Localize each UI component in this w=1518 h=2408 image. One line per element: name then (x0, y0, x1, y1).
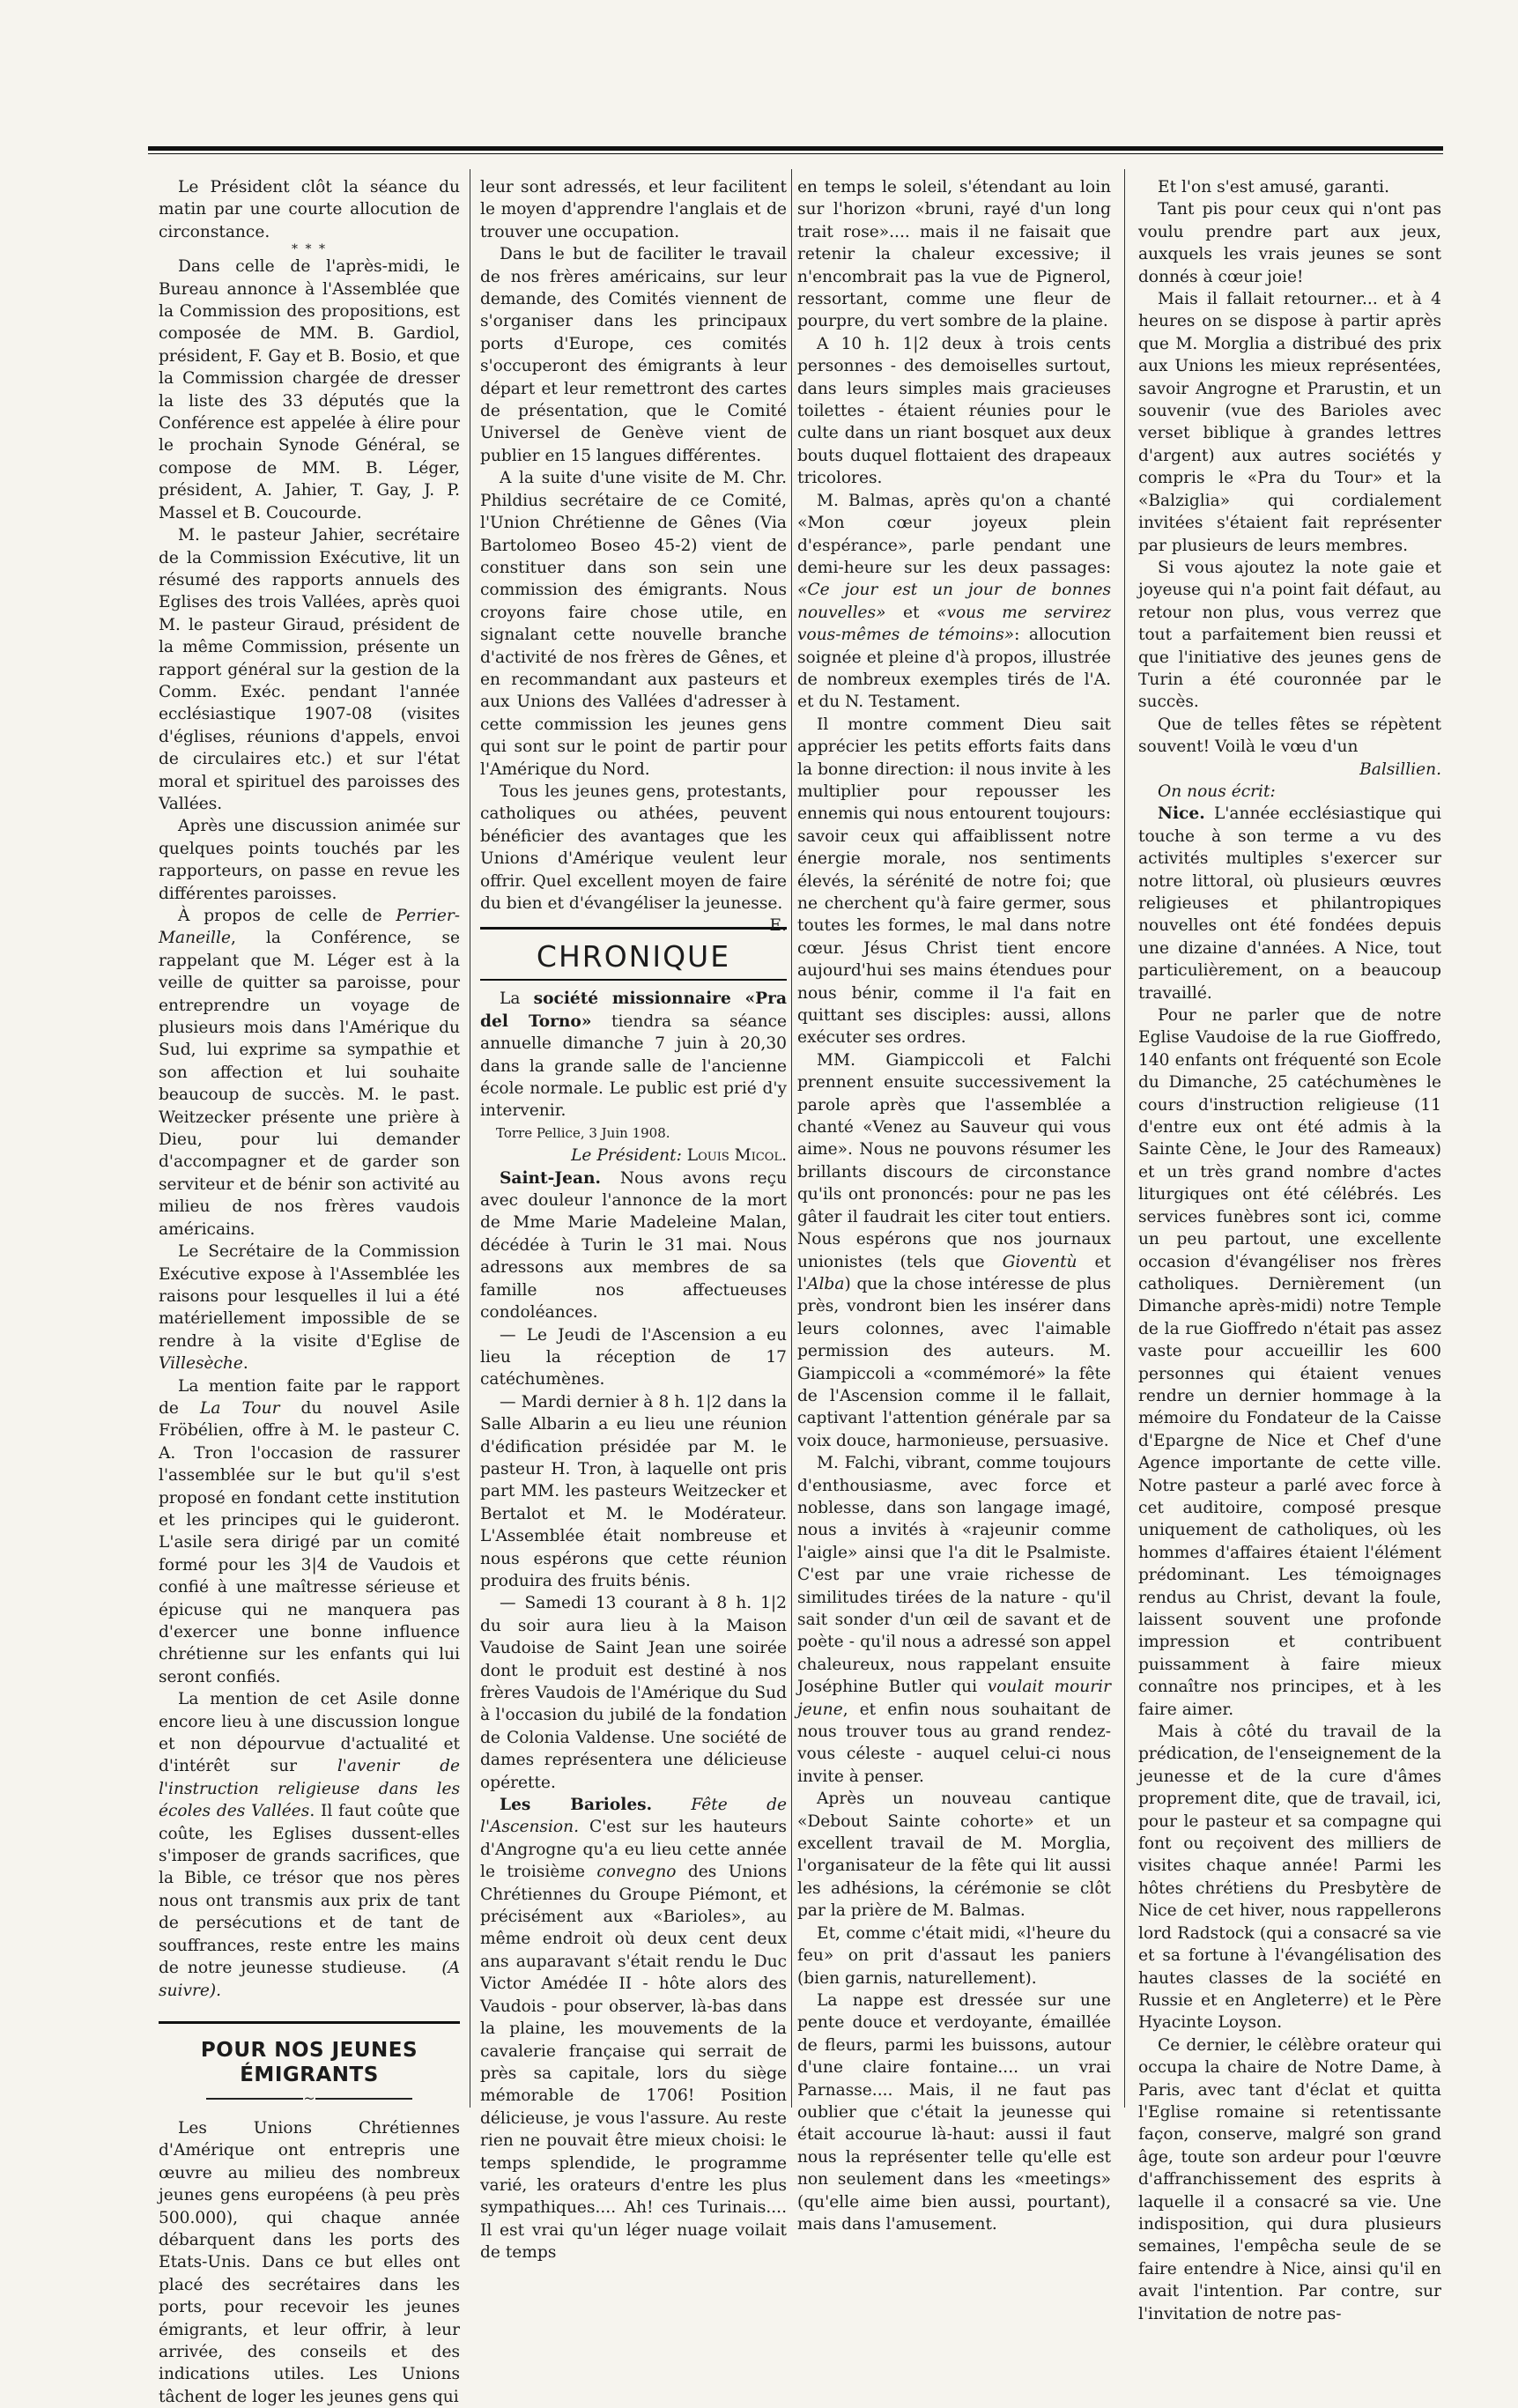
paragraph: Les Barioles. Fête de l'Ascension. C'est sur les hauteurs d'Angrogne qu'a eu lieu cette année le troisième convegno des Unions Chrétiennes du Groupe Piémont, et précisément aux «Barioles», au même endroit où deux cent deux ans auparavant s'était rendu le Duc Victor Amédée II - hôte alors des Vaudois - pour observer, là-bas dans la plaine, les mouvements de la cavalerie française qui serrait de près sa capitale, lors du siège mémorable de 1706! Position délicieuse, je vous l'assure. Au reste rien ne pouvait être mieux choisi: le temps splendide, le programme varié, les orateurs d'entre les plus sympathiques.... Ah! ces Turinais.... Il est vrai qu'un léger nuage voilait de temps (480, 1796, 787, 2263)
section-heading-chronique: CHRONIQUE (480, 927, 787, 981)
paragraph: A la suite d'une visite de M. Chr. Phildius secrétaire de ce Comité, l'Union Chrétienne de Gênes (Via Bartolomeo Boseo 45-2) vient de constituer dans son sein une commission des émigrants. Nous croyons faire chose utile, en signalant cette nouvelle branche d'activité de nos frères de Gênes, et en recommandant aux pasteurs et aux Unions des Vallées d'adresser à cette commission les jeunes gens qui sont sur le point de partir pour l'Amérique du Nord. (480, 469, 787, 779)
column-2 (480, 176, 787, 2263)
column-3 (797, 176, 1112, 2234)
signature: Balsillien. (1359, 759, 1441, 779)
ornament-divider: ~ (159, 2091, 460, 2107)
paragraph: Et, comme c'était midi, «l'heure du feu» on prit d'assaut les paniers (bien garnis, naturellement). (797, 1923, 1111, 1988)
paragraph: On nous écrit: (1158, 782, 1276, 801)
paragraph: M. le pasteur Jahier, secrétaire de la Commission Exécutive, lit un résumé des rapports annuels des Eglises des trois Vallées, après quoi M. le pasteur Giraud, président de la même Commission, présente un rapport général sur la gestion de la Comm. Exéc. pendant l'année ecclésiastique 1907-08 (visites d'églises, réunions d'appels, envoi de circulaires etc.) et sur l'état moral et spirituel des paroisses des Vallées. (159, 526, 460, 813)
column-4 (1138, 176, 1441, 2323)
paragraph: La nappe est dressée sur une pente douce et verdoyante, émaillée de fleurs, parmi les buissons, autour d'une claire fontaine.... un vrai Parnasse.... Mais, il ne faut pas oublier que c'était la jeunesse qui était accourue là-haut: aussi il faut nous la représenter telle qu'elle est non seulement dans les «meetings» (qu'elle aime bien aussi, pourtant), mais dans l'amusement. (797, 1990, 1111, 2234)
paragraph: MM. Giampiccoli et Falchi prennent ensuite successivement la parole après que l'assemblée a chanté «Venez au Sauveur qui vous aime». Nous ne pouvons résumer les brillants discours de circonstance qu'ils ont prononcés: pour ne pas les gâter il faudrait les citer tout entiers. Nous espérons que nos journaux unionistes (tels que Gioventù et l'Alba) que la chose intéresse de plus près, vondront bien les insérer dans leurs colonnes, avec l'aimable permission des auteurs. M. Giampiccoli a «commémoré» la fête de l'Ascension comme il le fallait, captivant l'attention générale par sa voix douce, harmonieuse, persuasive. (797, 1050, 1111, 1450)
paragraph: Après un nouveau cantique «Debout Sainte cohorte» et un excellent travail de M. Morglia, l'organisateur de la fête qui lit aussi les adhésions, la cérémonie se clôt par la prière de M. Balmas. (797, 1789, 1111, 1921)
paragraph: Saint-Jean. Nous avons reçu avec douleur l'annonce de la mort de Mme Marie Madeleine Malan, décédée à Turin le 31 mai. Nous adressons aux membres de sa famille nos affectueuses condoléances. (480, 1168, 787, 1323)
section-stars: * * * (292, 242, 327, 257)
paragraph: Tant pis pour ceux qui n'ont pas voulu prendre part aux jeux, auxquels les vrais jeunes se sont donnés à cœur joie! (1138, 200, 1441, 286)
top-rule (148, 146, 1443, 154)
paragraph: M. Falchi, vibrant, comme toujours d'enthousiasme, avec force et noblesse, dans son langage imagé, nous a invités à «rajeunir comme l'aigle» ainsi que l'a dit le Psalmiste. C'est par une vraie richesse de similitudes tirées de la nature - qu'il sait sonder d'un œil de savant et de poète - qu'il nous a adressé son appel chaleureux, nous rappelant ensuite Joséphine Butler qui voulait mourir jeune, et enfin nous souhaitant de nous trouver tous au grand rendez-vous céleste - auquel celui-ci nous invite à penser. (797, 1454, 1111, 1786)
paragraph: Et l'on s'est amusé, garanti. (1158, 178, 1389, 196)
paragraph: — Mardi dernier à 8 h. 1|2 dans la Salle Albarin a eu lieu une réunion d'édification présidée par M. le pasteur H. Tron, à laquelle ont pris part MM. les pasteurs Weitzecker et Bertalot et M. le Modérateur. L'Assemblée était nombreuse et nous espérons que cette réunion produira des fruits bénis. (480, 1392, 787, 1590)
paragraph: Les Unions Chrétiennes d'Amérique ont entrepris une œuvre au milieu des nombreux jeunes gens européens (à peu près 500.000), qui chaque année débarquent dans les ports des Etats-Unis. Dans ce but elles ont placé des secrétaires dans les ports, pour recevoir les jeunes émigrants, et leur offrir, à leur arrivée, des conseils et des indications utiles. Les Unions tâchent de loger les jeunes gens qui (159, 2118, 460, 2406)
paragraph: La mention de cet Asile donne encore lieu à une discussion longue et non dépourvue d'actualité et d'intérêt sur l'avenir de l'instruction religieuse dans les écoles des Vallées. Il faut coûte que coûte, les Eglises dussent-elles s'imposer de grands sacrifices, que la Bible, ce trésor que nos pères nous ont transmis aux prix de tant de persécutions et de tant de souffrances, reste entre les mains de notre jeunesse studieuse. (A suivre). (159, 1690, 461, 2000)
paragraph: Dans celle de l'après-midi, le Bureau annonce à l'Assemblée que la Commission des propositions, est composée de MM. B. Gardiol, président, F. Gay et B. Bosio, et que la Commission chargée de dresser la liste des 33 députés que la Conférence est appelée à élire pour le prochain Synode Général, se compose de MM. B. Léger, président, A. Jahier, T. Gay, J. P. Massel et B. Coucourde. (159, 257, 460, 522)
paragraph: Le Secrétaire de la Commission Exécutive expose à l'Assemblée les raisons pour lesquelles il lui a été matériellement impossible de se rendre à la visite d'Eglise de Villesèche. (159, 1242, 460, 1374)
signature: Le Président: Louis Micol. (571, 1146, 787, 1166)
paragraph: Ce dernier, le célèbre orateur qui occupa la chaire de Notre Dame, à Paris, avec tant d'éclat et quitta l'Eglise romaine si retentissante façon, conserve, malgré son grand âge, toute son ardeur pour l'œuvre d'affranchissement des esprits à laquelle il a consacré sa vie. Une indisposition, qui dura plusieurs semaines, l'empêcha seule de se faire entendre à Nice, ainsi qu'il en avait l'intention. Par contre, sur l'invitation de notre pas- (1138, 2035, 1441, 2323)
paragraph: Il montre comment Dieu sait apprécier les petits efforts faits dans la bonne direction: il nous invite à les multiplier pour repousser les ennemis qui nous entourent toujours: savoir ceux qui affaiblissent notre énergie morale, nos sentiments élevés, la sérénité de notre foi; que ne cherchent qu'à faire germer, sous toutes les formes, le mal dans notre cœur. Jésus Christ tient encore aujourd'hui ses mains étendues pour nous bénir, comme il l'a fait en quittant ses disciples: aussi, allons exécuter ses ordres. (797, 715, 1111, 1048)
paragraph: La société missionnaire «Pra del Torno» tiendra sa séance annuelle dimanche 7 juin à 20,30 dans la grande salle de l'ancienne école normale. Le public est prié d'y intervenir. (480, 989, 787, 1121)
to-be-continued: (A suivre). (159, 1959, 460, 2000)
paragraph: M. Balmas, après qu'on a chanté «Mon cœur joyeux plein d'espérance», parle pendant une demi-heure sur les deux passages: «Ce jour est un jour de bonnes nouvelles» et «vous me servirez vous-mêmes de témoins»: allocution soignée et pleine d'à propos, illustrée de nombreux exemples tirés de l'A. et du N. Testament. (797, 491, 1112, 712)
column-1 (159, 176, 461, 2406)
paragraph: en temps le soleil, s'étendant au loin sur l'horizon «bruni, rayé d'un long trait rose».... mais il ne faisait que retenir la chaleur excessive; il n'encombrait pas la vue de Pignerol, ressortant, comme une fleur de pourpre, du vert sombre de la plaine. (797, 178, 1111, 331)
paragraph: leur sont adressés, et leur facilitent le moyen d'apprendre l'anglais et de trouver une occupation. (480, 178, 787, 241)
paragraph: Pour ne parler que de notre Eglise Vaudoise de la rue Gioffredo, 140 enfants ont fréquenté son Ecole du Dimanche, 25 catéchumènes le cours d'instruction religieuse (11 d'entre eux ont été admis à la Sainte Cène, le Jour des Rameaux) et un très grand nombre d'actes liturgiques ont été célébrés. Les services funèbres sont ici, comme un peu partout, une excellente occasion d'évangéliser nos frères catholiques. Dernièrement (un Dimanche après-midi) notre Temple de la rue Gioffredo n'était pas assez vaste pour accueillir les 600 personnes qui étaient venues rendre un dernier hommage à la mémoire du Fondateur de la Caisse d'Epargne de Nice et Chef d'une Agence importante de cette ville. Notre pasteur a parlé avec force à cet auditoire, composé presque uniquement de catholiques, où les hommes d'affaires étaient l'élément prédominant. Les témoignages rendus au Christ, devant la foule, laissent souvent une profonde impression et contribuent puissamment à faire mieux connaître nos principes, et à les faire aimer. (1138, 1006, 1441, 1719)
paragraph: À propos de celle de Perrier-Maneille, la Conférence, se rappelant que M. Léger est à la veille de quitter sa paroisse, pour entreprendre un voyage de plusieurs mois dans l'Amérique du Sud, lui exprime sa sympathie et son affection et lui souhaite beaucoup de succès. M. le past. Weitzecker présente une prière à Dieu, pour lui demander d'accompagner et de garder son serviteur et de bénir son activité au milieu de nos frères vaudois américains. (159, 907, 460, 1239)
paragraph: Nice. L'année ecclésiastique qui touche à son terme a vu des activités multiples s'exercer sur notre littoral, où plusieurs œuvres religieuses et philantropiques nouvelles ont été fondées depuis une dizaine d'années. A Nice, tout particulièrement, on a beaucoup travaillé. (1138, 804, 1441, 1003)
paragraph: Mais à côté du travail de la prédication, de l'enseignement de la jeunesse et de la cure d'âmes proprement dite, que de travail, ici, pour le pasteur et sa compagne qui font ou reçoivent des milliers de visites chaque année! Parmi les hôtes chrétiens du Presbytère de Nice de cet hiver, nous rappellerons lord Radstock (qui a consacré sa vie et sa fortune à l'évangélisation des hautes classes de la société en Russie et en Angleterre) et le Père Hyacinte Loyson. (1138, 1723, 1441, 2033)
paragraph: Mais il fallait retourner... et à 4 heures on se dispose à partir après que M. Morglia a distribué des prix aux Unions les mieux représentées, savoir Angrogne et Prarustin, et un souvenir (vue des Barioles avec verset biblique à grandes lettres d'argent) aux autres sociétés y compris le «Pra du Tour» et la «Balziglia» qui cordialement invitées s'étaient fait représenter par plusieurs de leurs membres. (1138, 290, 1441, 555)
column-divider (1124, 169, 1125, 2108)
paragraph: Dans le but de faciliter le travail de nos frères américains, sur leur demande, des Comités viennent de s'organiser dans les principaux ports d'Europe, ces comités s'occuperont des émigrants à leur départ et leur remettront des cartes de présentation, que le Comité Universel de Genève vient de publier en 15 langues différentes. (480, 245, 787, 465)
column-divider (791, 169, 792, 2108)
paragraph: — Samedi 13 courant à 8 h. 1|2 du soir aura lieu à la Maison Vaudoise de Saint Jean une soirée dont le produit est destiné à nos frères Vaudois de l'Amérique du Sud à l'occasion du jubilé de la fondation de Colonia Valdense. Une société de dames représentera une délicieuse opérette. (480, 1594, 787, 1792)
paragraph: Le Président clôt la séance du matin par une courte allocution de circonstance. (159, 178, 460, 241)
paragraph: — Le Jeudi de l'Ascension a eu lieu la réception de 17 catéchumènes. (480, 1325, 787, 1389)
paragraph: A 10 h. 1|2 deux à trois cents personnes - des demoiselles surtout, dans leurs simples mais gracieuses toilettes - étaient réunies pour le culte dans un riant bosquet aux deux bouts duquel flottaient des drapeaux tricolores. (797, 334, 1111, 488)
paragraph: Tous les jeunes gens, protestants, catholiques ou athées, peuvent bénéficier des avantages que les Unions d'Amérique veulent leur offrir. Quel excellent moyen de faire du bien et d'évangéliser la jeunesse. E. (480, 781, 787, 915)
paragraph: La mention faite par le rapport de La Tour du nouvel Asile Fröbélien, offre à M. le pasteur C. A. Tron l'occasion de rassurer l'assemblée sur le but qu'il s'est proposé en fondant cette institution et les principes qui le guideront. L'asile sera dirigé par un comité formé pour les 3|4 de Vaudois et confié à une maîtresse sérieuse et épicuse qui ne manquera pas d'exercer une bonne influence chrétienne sur les enfants qui lui seront confiés. (159, 1376, 461, 1686)
paragraph: Après une discussion animée sur quelques points touchés par les rapporteurs, on passe en revue les différentes paroisses. (159, 817, 460, 903)
article-signature: E. (769, 916, 787, 936)
dateline: Torre Pellice, 3 Juin 1908. (496, 1124, 670, 1141)
paragraph: Que de telles fêtes se répètent souvent! Voilà le vœu d'un (1138, 715, 1441, 757)
paragraph: Si vous ajoutez la note gaie et joyeuse qui n'a point fait défaut, au retour non plus, vous verrez que tout a parfaitement bien reussi et que l'initiative des jeunes gens de Turin a été couronnée par le succès. (1138, 558, 1441, 712)
article-heading-emigrants: POUR NOS JEUNES ÉMIGRANTS (159, 2021, 460, 2087)
